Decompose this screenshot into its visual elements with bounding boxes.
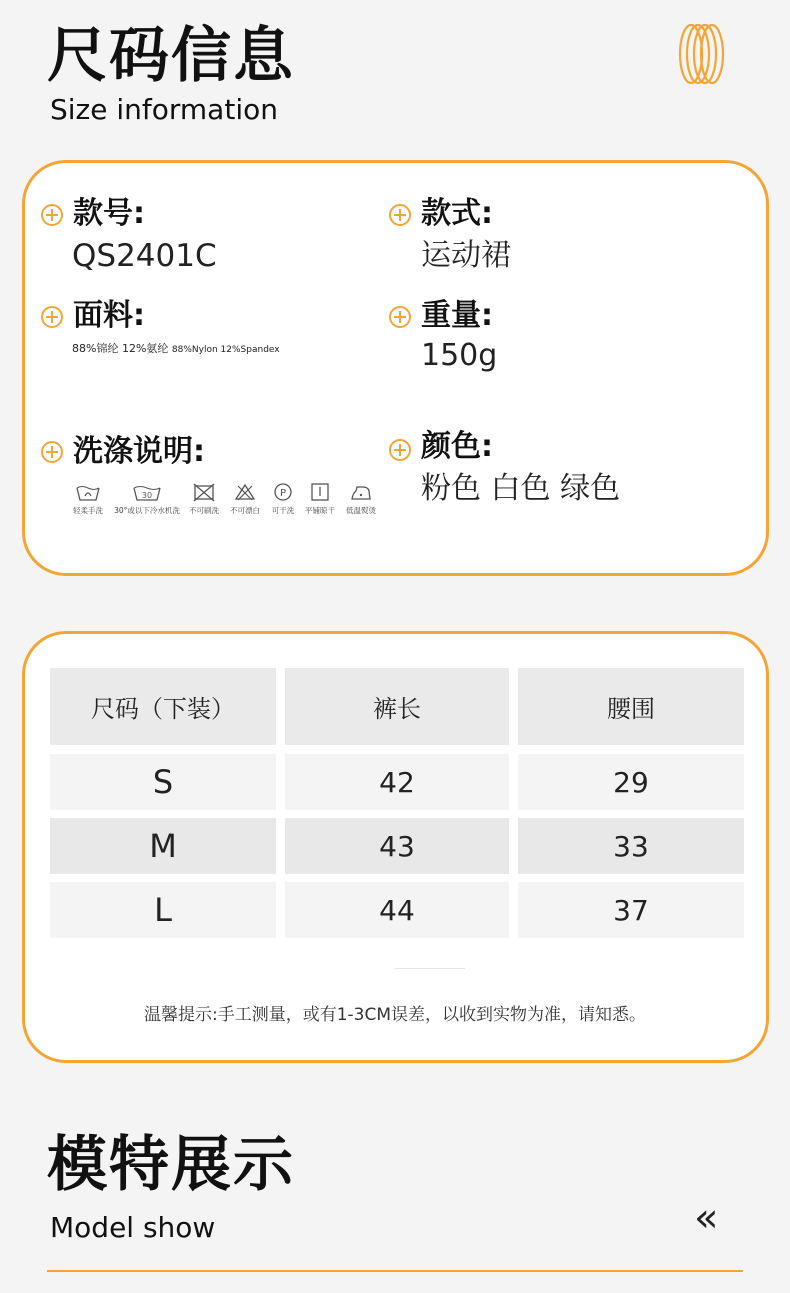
table-cell-length: 43 [285, 818, 509, 874]
fabric-value-en: 88%Nylon 12%Spandex [171, 345, 280, 355]
plus-circle-icon [41, 306, 63, 328]
table-header-size: 尺码（下装） [50, 668, 276, 745]
table-cell-length: 44 [285, 882, 509, 938]
double-chevron-left-icon[interactable]: « [694, 1195, 719, 1241]
svg-text:P: P [279, 488, 287, 499]
svg-text:30: 30 [141, 491, 153, 500]
care-dry-flat: 平铺晾干 [285, 482, 355, 516]
care-no-brush: 不可刷洗 [169, 482, 239, 516]
model-title-en: Model show [50, 1211, 216, 1244]
fabric-label: 面料: [73, 298, 145, 333]
care-low-iron: 低温熨烫 [326, 482, 396, 516]
size-title-en: Size information [50, 93, 278, 126]
care-hand-wash: 轻柔手洗 [53, 482, 123, 516]
style-no-value: QS2401C [72, 238, 217, 274]
table-header-length: 裤长 [285, 668, 509, 745]
plus-circle-icon [389, 306, 411, 328]
table-cell-waist: 37 [518, 882, 744, 938]
weight-value: 150g [421, 338, 498, 373]
table-cell-size: S [50, 754, 276, 810]
divider [395, 968, 465, 969]
low-iron-icon [349, 482, 373, 502]
style-label: 款式: [421, 196, 493, 231]
table-cell-length: 42 [285, 754, 509, 810]
color-label: 颜色: [421, 429, 493, 464]
table-cell-size: L [50, 882, 276, 938]
care-dry-clean: P 可干洗 [248, 482, 318, 516]
plus-circle-icon [389, 439, 411, 461]
style-no-label: 款号: [73, 196, 145, 231]
section-divider [47, 1270, 743, 1272]
table-cell-waist: 29 [518, 754, 744, 810]
plus-circle-icon [41, 204, 63, 226]
color-value: 粉色 白色 绿色 [421, 471, 621, 506]
rings-decoration-icon [676, 22, 726, 86]
size-title-cn: 尺码信息 [47, 21, 295, 91]
table-header-waist: 腰围 [518, 668, 744, 745]
hand-wash-icon [75, 482, 101, 502]
plus-circle-icon [389, 204, 411, 226]
model-title-cn: 模特展示 [47, 1130, 295, 1200]
style-value: 运动裙 [421, 238, 511, 273]
fabric-value-cn: 88%锦纶 12%氨纶 [72, 342, 169, 355]
fabric-value [72, 340, 280, 356]
plus-circle-icon [41, 441, 63, 463]
care-no-bleach: 不可漂白 [210, 482, 280, 516]
weight-label: 重量: [421, 298, 493, 333]
table-cell-waist: 33 [518, 818, 744, 874]
care-machine-wash: 30 30°或以下冷水机洗 [112, 482, 182, 516]
table-cell-size: M [50, 818, 276, 874]
care-label: 洗涤说明: [73, 434, 205, 469]
machine-wash-30-icon [132, 482, 162, 502]
measurement-note: 温馨提示:手工测量，或有1-3CM误差，以收到实物为准，请知悉。 [143, 1005, 647, 1025]
